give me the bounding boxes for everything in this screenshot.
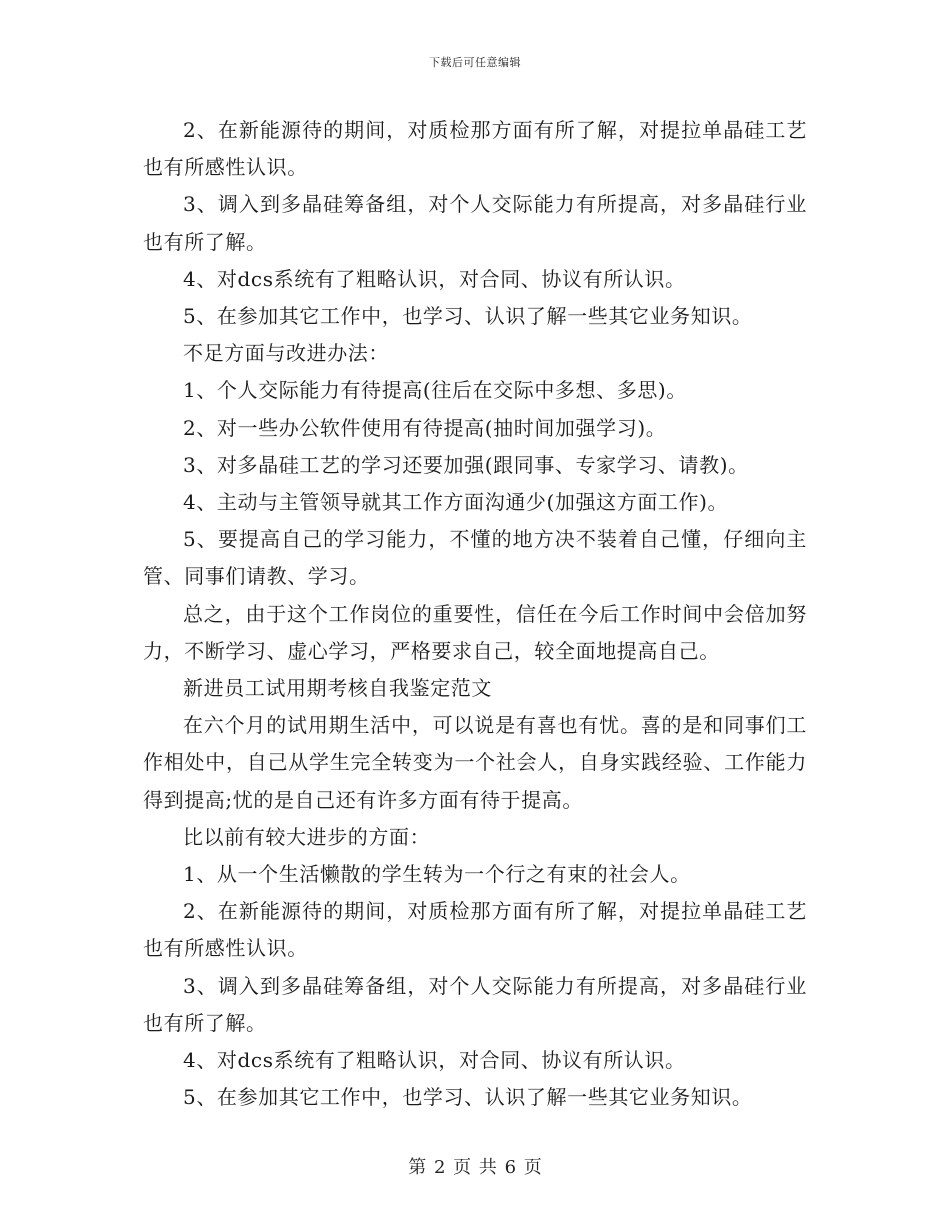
paragraph: 2、在新能源待的期间，对质检那方面有所了解，对提拉单晶硅工艺也有所感性认识。	[143, 899, 807, 961]
paragraph: 1、个人交际能力有待提高(往后在交际中多想、多思)。	[183, 378, 687, 403]
paragraph: 4、对dcs系统有了粗略认识，对合同、协议有所认识。	[183, 266, 686, 291]
paragraph: 4、对dcs系统有了粗略认识，对合同、协议有所认识。	[183, 1048, 686, 1073]
paragraph: 5、在参加其它工作中，也学习、认识了解一些其它业务知识。	[183, 304, 753, 329]
document-subtitle: 新进员工试用期考核自我鉴定范文	[183, 676, 492, 701]
paragraph: 2、对一些办公软件使用有待提高(抽时间加强学习)。	[183, 415, 667, 440]
paragraph: 3、对多晶硅工艺的学习还要加强(跟同事、专家学习、请教)。	[183, 452, 749, 477]
paragraph: 1、从一个生活懒散的学生转为一个行之有束的社会人。	[183, 862, 691, 887]
paragraph: 4、主动与主管领导就其工作方面沟通少(加强这方面工作)。	[183, 490, 729, 515]
paragraph: 3、调入到多晶硅筹备组，对个人交际能力有所提高，对多晶硅行业也有所了解。	[143, 973, 807, 1035]
paragraph: 5、在参加其它工作中，也学习、认识了解一些其它业务知识。	[183, 1085, 753, 1110]
paragraph: 2、在新能源待的期间，对质检那方面有所了解，对提拉单晶硅工艺也有所感性认识。	[143, 118, 807, 180]
section-heading: 不足方面与改进办法：	[183, 341, 389, 366]
paragraph: 总之，由于这个工作岗位的重要性，信任在今后工作时间中会倍加努力，不断学习、虚心学习，严格要求自己，较全面地提高自己。	[143, 601, 807, 663]
paragraph: 3、调入到多晶硅筹备组，对个人交际能力有所提高，对多晶硅行业也有所了解。	[143, 192, 807, 254]
page-header: 下载后可任意编辑	[429, 56, 521, 69]
paragraph: 5、要提高自己的学习能力，不懂的地方决不装着自己懂，仔细向主管、同事们请教、学习。	[143, 527, 807, 589]
section-heading: 比以前有较大进步的方面：	[183, 824, 431, 849]
document-body	[143, 112, 807, 1116]
page-number: 第 2 页 共 6 页	[408, 1157, 542, 1178]
paragraph: 在六个月的试用期生活中，可以说是有喜也有忧。喜的是和同事们工作相处中，自己从学生完全转变为一个社会人，自身实践经验、工作能力得到提高;忧的是自己还有许多方面有待于提高。	[143, 713, 807, 812]
